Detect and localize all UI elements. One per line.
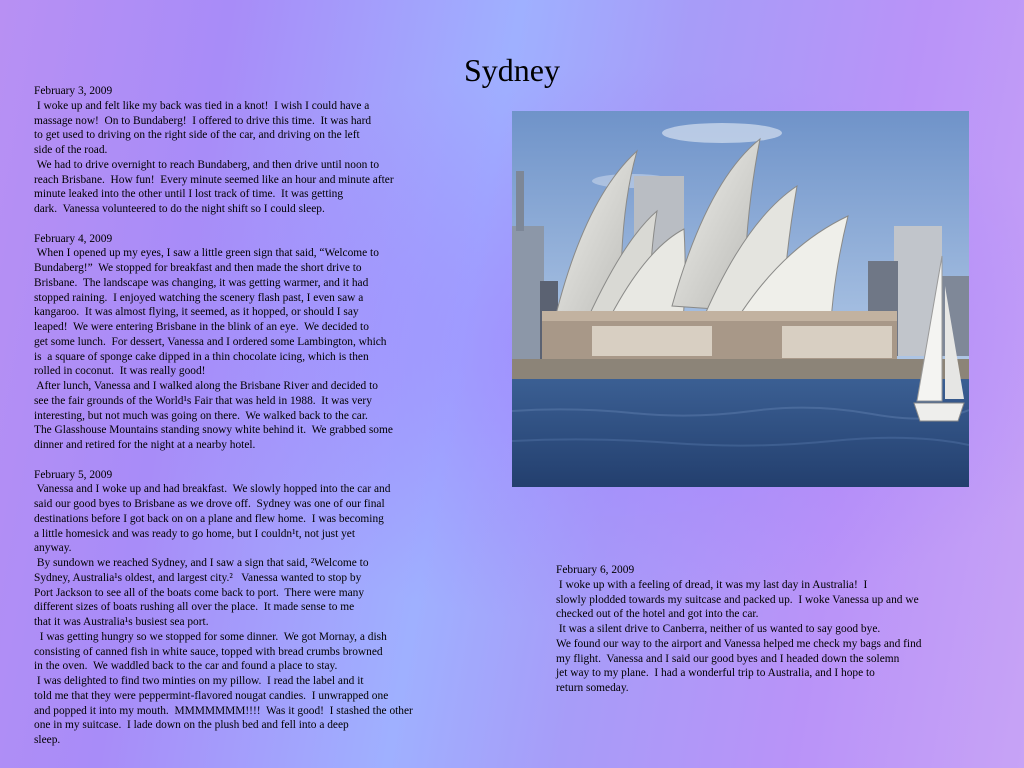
entry-line: told me that they were peppermint-flavored nougat candies. I unwrapped one bbox=[34, 689, 389, 702]
entry-line: The Glasshouse Mountains standing snowy white behind it. We grabbed some bbox=[34, 424, 393, 437]
entry-line: stopped raining. I enjoyed watching the scenery flash past, I even saw a bbox=[34, 291, 364, 304]
entry-spacer bbox=[34, 453, 474, 468]
entry-line: destinations before I got back on on a plane and flew home. I was becoming bbox=[34, 512, 384, 525]
entry-line: and popped it into my mouth. MMMMMMM!!!! Was it good! I stashed the other bbox=[34, 704, 413, 717]
journal-entry-feb-6 bbox=[556, 563, 976, 696]
entry-line: a little homesick and was ready to go home, but I couldn¹t, not just yet bbox=[34, 527, 356, 540]
entry-line: consisting of canned fish in white sauce, topped with bread crumbs browned bbox=[34, 645, 383, 658]
entry-line: When I opened up my eyes, I saw a little green sign that said, “Welcome to bbox=[34, 247, 379, 260]
entry-line: Sydney, Australia¹s oldest, and largest city.² Vanessa wanted to stop by bbox=[34, 571, 362, 584]
sydney-opera-house-photo bbox=[512, 111, 969, 487]
entry-date: February 5, 2009 bbox=[34, 468, 113, 481]
journal-right-column bbox=[556, 563, 976, 696]
entry-line: Port Jackson to see all of the boats come back to port. There were many bbox=[34, 586, 365, 599]
entry-line: reach Brisbane. How fun! Every minute seemed like an hour and minute after bbox=[34, 173, 394, 186]
entry-line: my flight. Vanessa and I said our good byes and I headed down the solemn bbox=[556, 652, 900, 665]
entry-line: By sundown we reached Sydney, and I saw a sign that said, ²Welcome to bbox=[34, 557, 369, 569]
entry-line: to get used to driving on the right side of the car, and driving on the left bbox=[34, 129, 360, 142]
entry-line: It was a silent drive to Canberra, neither of us wanted to say good bye. bbox=[556, 623, 881, 635]
journal-left-column bbox=[34, 84, 474, 748]
entry-line: jet way to my plane. I had a wonderful trip to Australia, and I hope to bbox=[556, 667, 875, 680]
entry-date: February 3, 2009 bbox=[34, 85, 113, 97]
entry-line: anyway. bbox=[34, 542, 72, 555]
page-title: Sydney bbox=[464, 52, 560, 88]
entry-line: We had to drive overnight to reach Bundaberg, and then drive until noon to bbox=[34, 158, 380, 171]
entry-line: We found our way to the airport and Vanessa helped me check my bags and find bbox=[556, 637, 922, 650]
entry-line: dinner and retired for the night at a nearby hotel. bbox=[34, 439, 256, 451]
entry-line: leaped! We were entering Brisbane in the blink of an eye. We decided to bbox=[34, 321, 369, 333]
entry-line: get some lunch. For dessert, Vanessa and I ordered some Lambington, which bbox=[34, 335, 387, 348]
journal-entry-feb-3 bbox=[34, 84, 474, 217]
entry-line: I woke up and felt like my back was tied in a knot! I wish I could have a bbox=[34, 99, 370, 112]
entry-line: checked out of the hotel and got into the car. bbox=[556, 608, 759, 621]
entry-line: dark. Vanessa volunteered to do the night shift so I could sleep. bbox=[34, 203, 325, 215]
entry-line: kangaroo. It was almost flying, it seemed, as it hopped, or should I say bbox=[34, 306, 359, 319]
journal-entry-feb-5 bbox=[34, 468, 474, 748]
entry-line: massage now! On to Bundaberg! I offered to drive this time. It was hard bbox=[34, 114, 372, 127]
entry-line: I was delighted to find two minties on my pillow. I read the label and it bbox=[34, 675, 364, 687]
entry-line: in the oven. We waddled back to the car and found a place to stay. bbox=[34, 660, 338, 673]
entry-line: one in my suitcase. I lade down on the plush bed and fell into a deep bbox=[34, 719, 349, 732]
entry-spacer bbox=[34, 217, 474, 232]
entry-line: I was getting hungry so we stopped for some dinner. We got Mornay, a dish bbox=[34, 630, 387, 643]
entry-line: interesting, but not much was going on there. We walked back to the car. bbox=[34, 409, 368, 422]
entry-line: that it was Australia¹s busiest sea port. bbox=[34, 616, 209, 628]
entry-line: see the fair grounds of the World¹s Fair that was held in 1988. It was very bbox=[34, 394, 372, 407]
entry-line: Vanessa and I woke up and had breakfast. We slowly hopped into the car and bbox=[34, 483, 391, 496]
entry-date: February 4, 2009 bbox=[34, 232, 113, 245]
entry-date: February 6, 2009 bbox=[556, 564, 635, 576]
entry-line: Brisbane. The landscape was changing, it was getting warmer, and it had bbox=[34, 276, 369, 289]
entry-line: is a square of sponge cake dipped in a thin chocolate icing, which is then bbox=[34, 350, 369, 363]
entry-line: I woke up with a feeling of dread, it was my last day in Australia! I bbox=[556, 578, 868, 591]
entry-line: return someday. bbox=[556, 682, 629, 694]
entry-line: minute leaked into the other until I lost track of time. It was getting bbox=[34, 188, 344, 201]
entry-line: slowly plodded towards my suitcase and packed up. I woke Vanessa up and we bbox=[556, 593, 919, 606]
journal-entry-feb-4 bbox=[34, 232, 474, 453]
entry-line: Bundaberg!” We stopped for breakfast and then made the short drive to bbox=[34, 262, 362, 274]
entry-line: rolled in coconut. It was really good! bbox=[34, 365, 206, 378]
entry-line: different sizes of boats rushing all over the place. It made sense to me bbox=[34, 601, 355, 614]
entry-line: sleep. bbox=[34, 734, 61, 746]
entry-line: After lunch, Vanessa and I walked along the Brisbane River and decided to bbox=[34, 380, 378, 392]
entry-line: said our good byes to Brisbane as we drove off. Sydney was one of our final bbox=[34, 498, 385, 510]
entry-line: side of the road. bbox=[34, 144, 108, 156]
